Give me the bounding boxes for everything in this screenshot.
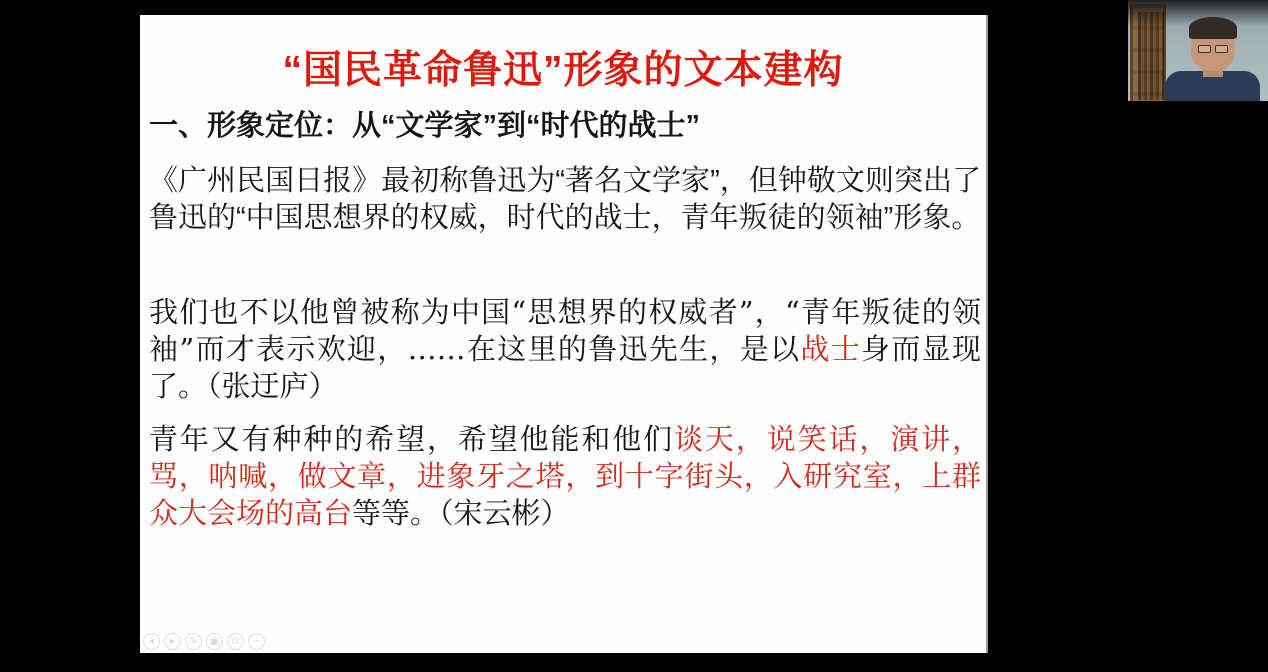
glasses-left-lens xyxy=(1198,45,1211,53)
speaker-avatar xyxy=(1165,25,1260,101)
speaker-webcam-video[interactable] xyxy=(1128,0,1268,101)
pen-icon: ✎ xyxy=(189,635,198,647)
glasses-right-lens xyxy=(1215,45,1228,53)
magnifier-icon: ⊙ xyxy=(231,635,240,647)
camera-icon: ▣ xyxy=(209,635,220,647)
paragraph-songyunbin-quote: 青年又有种种的希望，希望他能和他们谈天，说笑话，演讲，骂，呐喊，做文章，进象牙之塔，到十字街头，入研究室，上群众大会场的高台等等。（宋云彬） xyxy=(149,422,981,530)
paragraph-zhongjingwen-quote: 《广州民国日报》最初称鲁迅为“著名文学家”，但钟敬文则突出了鲁迅的“中国思想界的权威，时代的战士，青年叛徒的领袖”形象。 xyxy=(149,165,981,234)
presentation-slide xyxy=(140,15,988,653)
minus-icon: − xyxy=(252,635,261,647)
slide-mini-toolbar xyxy=(143,633,265,650)
paragraph-zhangyulu-quote: 我们也不以他曾被称为中国“思想界的权威者”，“青年叛徒的领袖”而才表示欢迎，……在这里的鲁迅先生，是以战士身而显现了。（张迂庐） xyxy=(149,295,981,403)
prev-arrow-icon: ◂ xyxy=(148,635,155,647)
zoom-out-button[interactable] xyxy=(248,633,265,650)
annotate-pen-button[interactable] xyxy=(185,633,202,650)
slide-title: “国民革命鲁迅”形象的文本建构 xyxy=(282,49,844,92)
camera-snapshot-button[interactable] xyxy=(206,633,223,650)
next-arrow-icon: ▸ xyxy=(169,635,176,647)
slide-heading: 一、形象定位：从“文学家”到“时代的战士” xyxy=(149,110,701,142)
speaker-glasses xyxy=(1196,45,1230,53)
zoom-button[interactable] xyxy=(227,633,244,650)
speaker-hair xyxy=(1189,17,1237,39)
next-slide-button[interactable] xyxy=(164,633,181,650)
prev-slide-button[interactable] xyxy=(143,633,160,650)
